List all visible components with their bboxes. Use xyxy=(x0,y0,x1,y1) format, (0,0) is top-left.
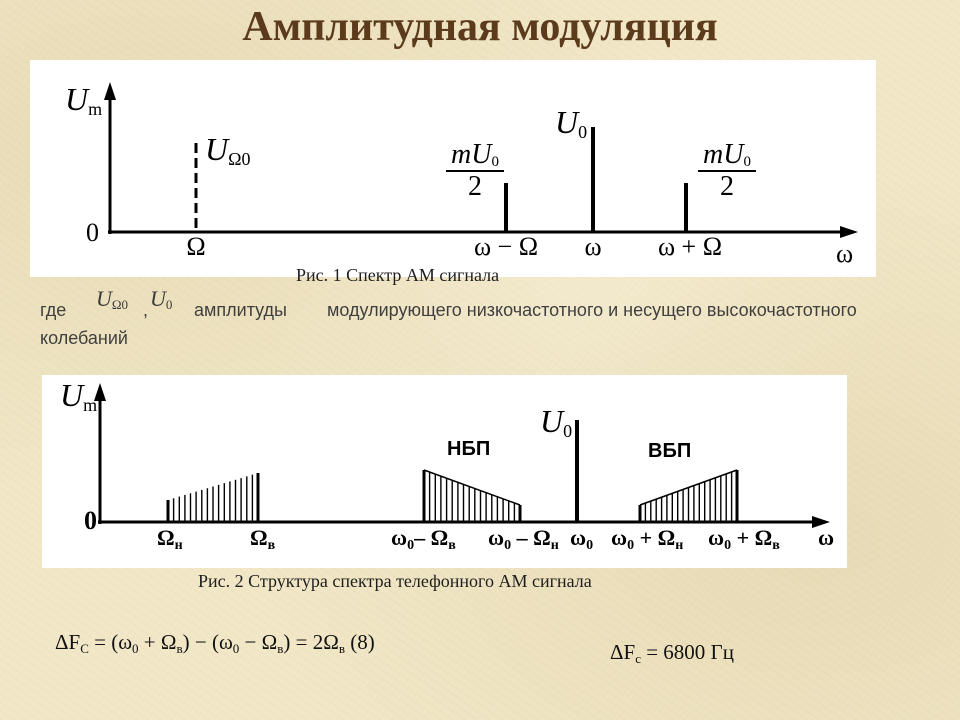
upper-band-start-label-text: ω xyxy=(611,525,628,550)
bandwidth-formula-subscript: в xyxy=(277,641,284,656)
lower-band-end-label-subscript: н xyxy=(550,538,559,553)
lower-band-end-label-text: ω xyxy=(488,525,505,550)
modulating-amplitude-label xyxy=(205,133,251,168)
modulating-amplitude-label-subscript: Ω0 xyxy=(228,149,251,169)
lower-band-end-label-subscript: 0 xyxy=(504,538,512,553)
y-axis-label-subscript: m xyxy=(83,395,98,415)
fraction-numerator xyxy=(446,140,504,172)
upper-band-end-label-subscript: в xyxy=(772,538,780,553)
description-text: модулирующего низкочастотного и несущего высокочастотного xyxy=(327,300,857,320)
bandwidth-formula-subscript: в xyxy=(338,641,345,656)
x-axis-label: ω xyxy=(836,239,854,268)
carrier-frequency-label-subscript: 0 xyxy=(586,538,594,553)
upper-band-start-label xyxy=(611,527,683,553)
page-title: Амплитудная модуляция xyxy=(242,4,718,50)
bandwidth-formula-text: ) − (ω xyxy=(182,630,233,654)
modulating-amplitude-label-text: U xyxy=(205,131,229,167)
bandwidth-formula-subscript: 0 xyxy=(132,641,139,656)
upper-band-end-label-text: ω xyxy=(708,525,725,550)
bandwidth-formula-subscript: C xyxy=(80,641,89,656)
description-lead: где xyxy=(40,300,67,320)
omega-high-label xyxy=(250,527,275,553)
lower-band-end-label-text: – Ω xyxy=(511,525,551,550)
omega-low-label-subscript: н xyxy=(174,538,183,553)
figure-telephone-am-spectrum xyxy=(42,375,847,568)
upper-sideband-label: ВБП xyxy=(648,440,692,462)
carrier-amplitude-label-subscript: 0 xyxy=(563,421,573,441)
omega-low-label-text: Ω xyxy=(157,525,175,550)
origin-label: 0 xyxy=(86,218,99,247)
lower-sideband-envelope xyxy=(424,470,520,505)
carrier-amplitude-label-text: U xyxy=(555,104,579,140)
omega-high-label-text: Ω xyxy=(250,525,268,550)
bandwidth-formula-text: ) = 2Ω xyxy=(283,630,339,654)
carrier-frequency-label xyxy=(570,527,593,553)
upper-band-start-label-text: + Ω xyxy=(634,525,676,550)
description-separator: , xyxy=(143,300,149,320)
bandwidth-formula-text: = (ω xyxy=(88,630,133,654)
description-text-line-2: колебаний xyxy=(40,328,128,348)
bandwidth-value-formula xyxy=(610,642,734,665)
lower-band-start-label-text: ω xyxy=(391,525,408,550)
y-axis-label xyxy=(65,83,102,118)
lower-side-amplitude-fraction xyxy=(446,140,504,202)
x-axis-label: ω xyxy=(818,525,835,550)
modulating-amplitude-symbol-text: U xyxy=(96,286,112,311)
omega-high-label-subscript: в xyxy=(267,538,276,553)
carrier-amplitude-label-subscript: 0 xyxy=(578,122,588,142)
modulating-amplitude-symbol-subscript: Ω0 xyxy=(111,297,129,312)
carrier-amplitude-symbol-text: U xyxy=(150,286,166,311)
fraction-numerator-text: mU xyxy=(703,139,744,170)
x-axis-arrow xyxy=(840,226,858,238)
y-axis-label-subscript: m xyxy=(88,99,103,119)
omega-low-label xyxy=(157,527,183,553)
upper-band-start-label-subscript: 0 xyxy=(627,538,635,553)
bandwidth-value-formula-text: = 6800 Гц xyxy=(640,640,734,664)
fraction-numerator xyxy=(698,140,756,172)
upper-side-frequency-label: ω + Ω xyxy=(657,232,723,261)
carrier-amplitude-label-text: U xyxy=(540,403,564,439)
lower-band-start-label xyxy=(391,527,456,553)
y-axis-label xyxy=(60,379,97,414)
fraction-denominator: 2 xyxy=(468,171,482,202)
bandwidth-formula-subscript: в xyxy=(176,641,183,656)
bandwidth-formula-text: − Ω xyxy=(239,630,278,654)
modulating-frequency-label: Ω xyxy=(186,232,206,261)
carrier-frequency-label-text: ω xyxy=(570,525,587,550)
carrier-frequency-label: ω xyxy=(584,232,602,261)
upper-band-end-label xyxy=(708,527,780,553)
upper-band-end-label-subscript: 0 xyxy=(724,538,732,553)
y-axis-label-text: U xyxy=(65,81,89,117)
spectral-bands xyxy=(168,470,737,522)
upper-band-start-label-subscript: н xyxy=(675,538,684,553)
lower-band-start-label-subscript: в xyxy=(448,538,456,553)
figure-2-caption: Рис. 2 Структура спектра телефонного АМ сигнала xyxy=(198,571,592,591)
carrier-amplitude-label xyxy=(555,106,587,141)
figure-1-caption: Рис. 1 Спектр АМ сигнала xyxy=(296,265,500,285)
y-axis-arrow xyxy=(104,82,116,100)
description-word: амплитуды xyxy=(194,300,287,320)
y-axis-label-text: U xyxy=(60,377,84,413)
lower-side-frequency-label: ω − Ω xyxy=(473,232,539,261)
lower-sideband-label: НБП xyxy=(447,438,491,460)
carrier-amplitude-symbol xyxy=(150,288,172,311)
upper-band-end-label-text: + Ω xyxy=(731,525,773,550)
figure-am-spectrum xyxy=(30,60,876,277)
carrier-amplitude-label xyxy=(540,405,572,440)
lower-band-start-label-subscript: 0 xyxy=(407,538,415,553)
modulating-amplitude-symbol xyxy=(96,288,128,311)
origin-label: 0 xyxy=(84,506,97,535)
carrier-amplitude-symbol-subscript: 0 xyxy=(165,297,173,312)
fraction-numerator-text: mU xyxy=(451,139,492,170)
upper-side-amplitude-fraction xyxy=(698,140,756,202)
fraction-numerator-subscript: 0 xyxy=(491,154,499,170)
bandwidth-formula-subscript: 0 xyxy=(232,641,240,656)
bandwidth-formula xyxy=(55,632,375,655)
bandwidth-value-formula-text: ΔF xyxy=(610,640,636,664)
bandwidth-formula-text: (8) xyxy=(344,630,375,654)
fraction-denominator: 2 xyxy=(720,171,734,202)
lower-band-start-label-text: – Ω xyxy=(414,525,449,550)
bandwidth-formula-text: + Ω xyxy=(138,630,177,654)
fraction-numerator-subscript: 0 xyxy=(743,154,751,170)
lower-band-end-label xyxy=(488,527,559,553)
bandwidth-formula-text: ΔF xyxy=(55,630,81,654)
bandwidth-value-formula-subscript: c xyxy=(635,651,641,666)
